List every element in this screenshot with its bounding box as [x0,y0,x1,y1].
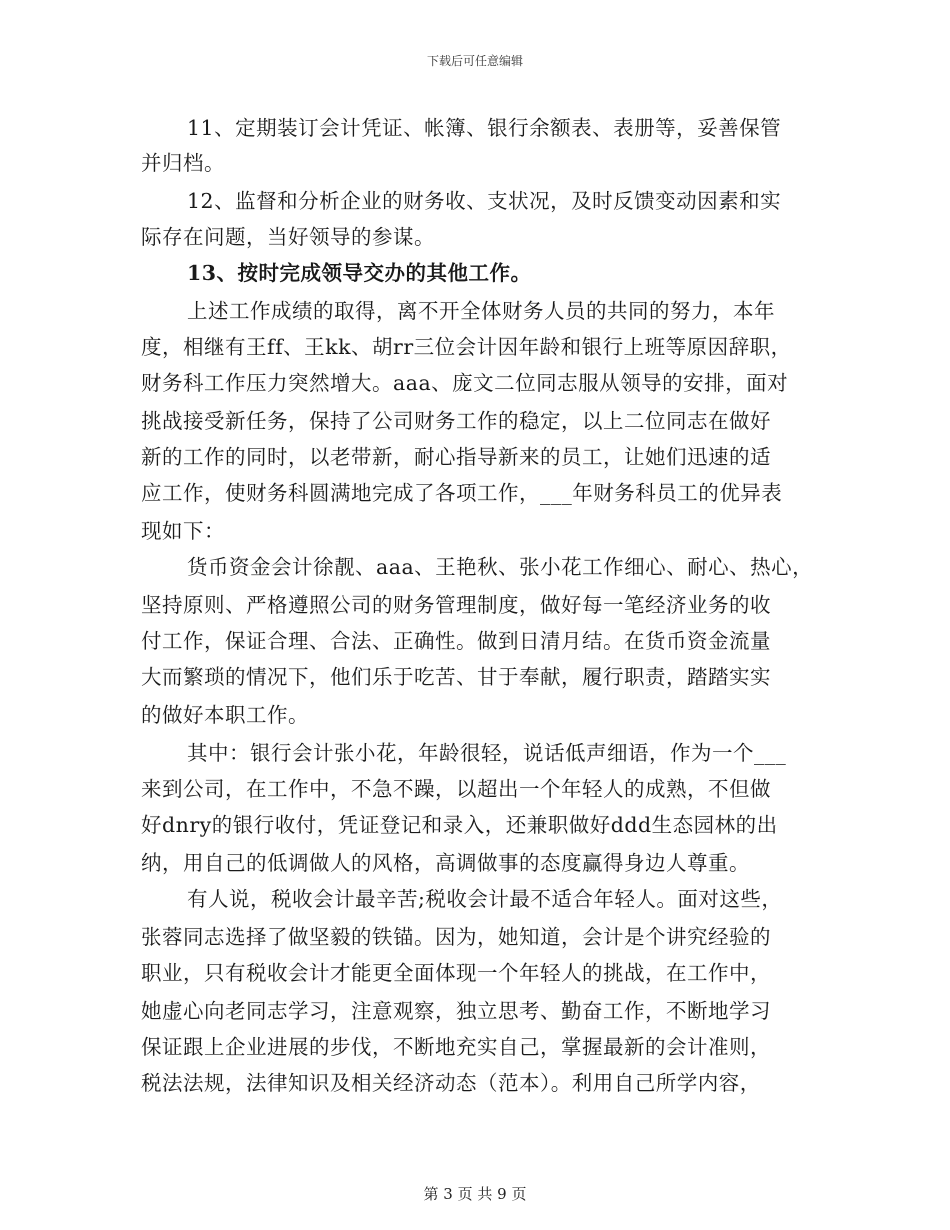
text-line: 付工作，保证合理、合法、正确性。做到日清月结。在货币资金流量 [141,629,771,653]
page-footer: 第 3 页 共 9 页 [423,1185,527,1203]
text-line: 来到公司，在工作中，不急不躁，以超出一个年轻人的成熟，不但做 [141,777,771,801]
text-line: 保证跟上企业进展的步伐，不断地充实自己，掌握最新的会计准则， [141,1035,771,1059]
text-line: 税法法规，法律知识及相关经济动态（范本）。利用自己所学内容， [141,1071,761,1095]
text-line: 大而繁琐的情况下，他们乐于吃苦、甘于奉献，履行职责，踏踏实实 [141,665,771,689]
text-line: 现如下： [141,519,225,543]
text-line: 并归档。 [141,151,225,175]
text-line: 其中：银行会计张小花，年龄很轻，说话低声细语，作为一个___ [187,741,787,765]
text-line: 好dnry的银行收付，凭证登记和录入，还兼职做好ddd生态园林的出 [141,813,778,837]
text-line: 货币资金会计徐靓、aaa、王艳秋、张小花工作细心、耐心、热心， [187,555,814,579]
text-line: 应工作，使财务科圆满地完成了各项工作，___年财务科员工的优异表 [141,481,783,505]
text-line: 职业，只有税收会计才能更全面体现一个年轻人的挑战，在工作中， [141,961,771,985]
text-line: 13、按时完成领导交办的其他工作。 [187,261,532,285]
text-line: 的做好本职工作。 [141,703,309,727]
page-header: 下载后可任意编辑 [426,54,523,68]
text-line: 有人说，税收会计最辛苦;税收会计最不适合年轻人。面对这些， [187,887,783,911]
text-line: 度，相继有王ff、王kk、胡rr三位会计因年龄和银行上班等原因辞职， [141,335,792,359]
text-line: 财务科工作压力突然增大。aaa、庞文二位同志服从领导的安排，面对 [141,371,789,395]
text-line: 挑战接受新任务，保持了公司财务工作的稳定，以上二位同志在做好 [141,409,771,433]
text-line: 新的工作的同时，以老带新，耐心指导新来的员工，让她们迅速的适 [141,445,771,469]
text-line: 张蓉同志选择了做坚毅的铁锚。因为，她知道，会计是个讲究经验的 [141,925,771,949]
text-line: 上述工作成绩的取得，离不开全体财务人员的共同的努力，本年 [187,299,775,323]
text-line: 12、监督和分析企业的财务收、支状况，及时反馈变动因素和实 [187,189,782,213]
text-line: 她虚心向老同志学习，注意观察，独立思考、勤奋工作，不断地学习 [141,999,771,1023]
text-line: 纳，用自己的低调做人的风格，高调做事的态度赢得身边人尊重。 [141,851,750,875]
text-line: 坚持原则、严格遵照公司的财务管理制度，做好每一笔经济业务的收 [141,593,771,617]
text-line: 际存在问题，当好领导的参谋。 [141,225,435,249]
text-line: 11、定期装订会计凭证、帐簿、银行余额表、表册等，妥善保管 [187,116,782,140]
